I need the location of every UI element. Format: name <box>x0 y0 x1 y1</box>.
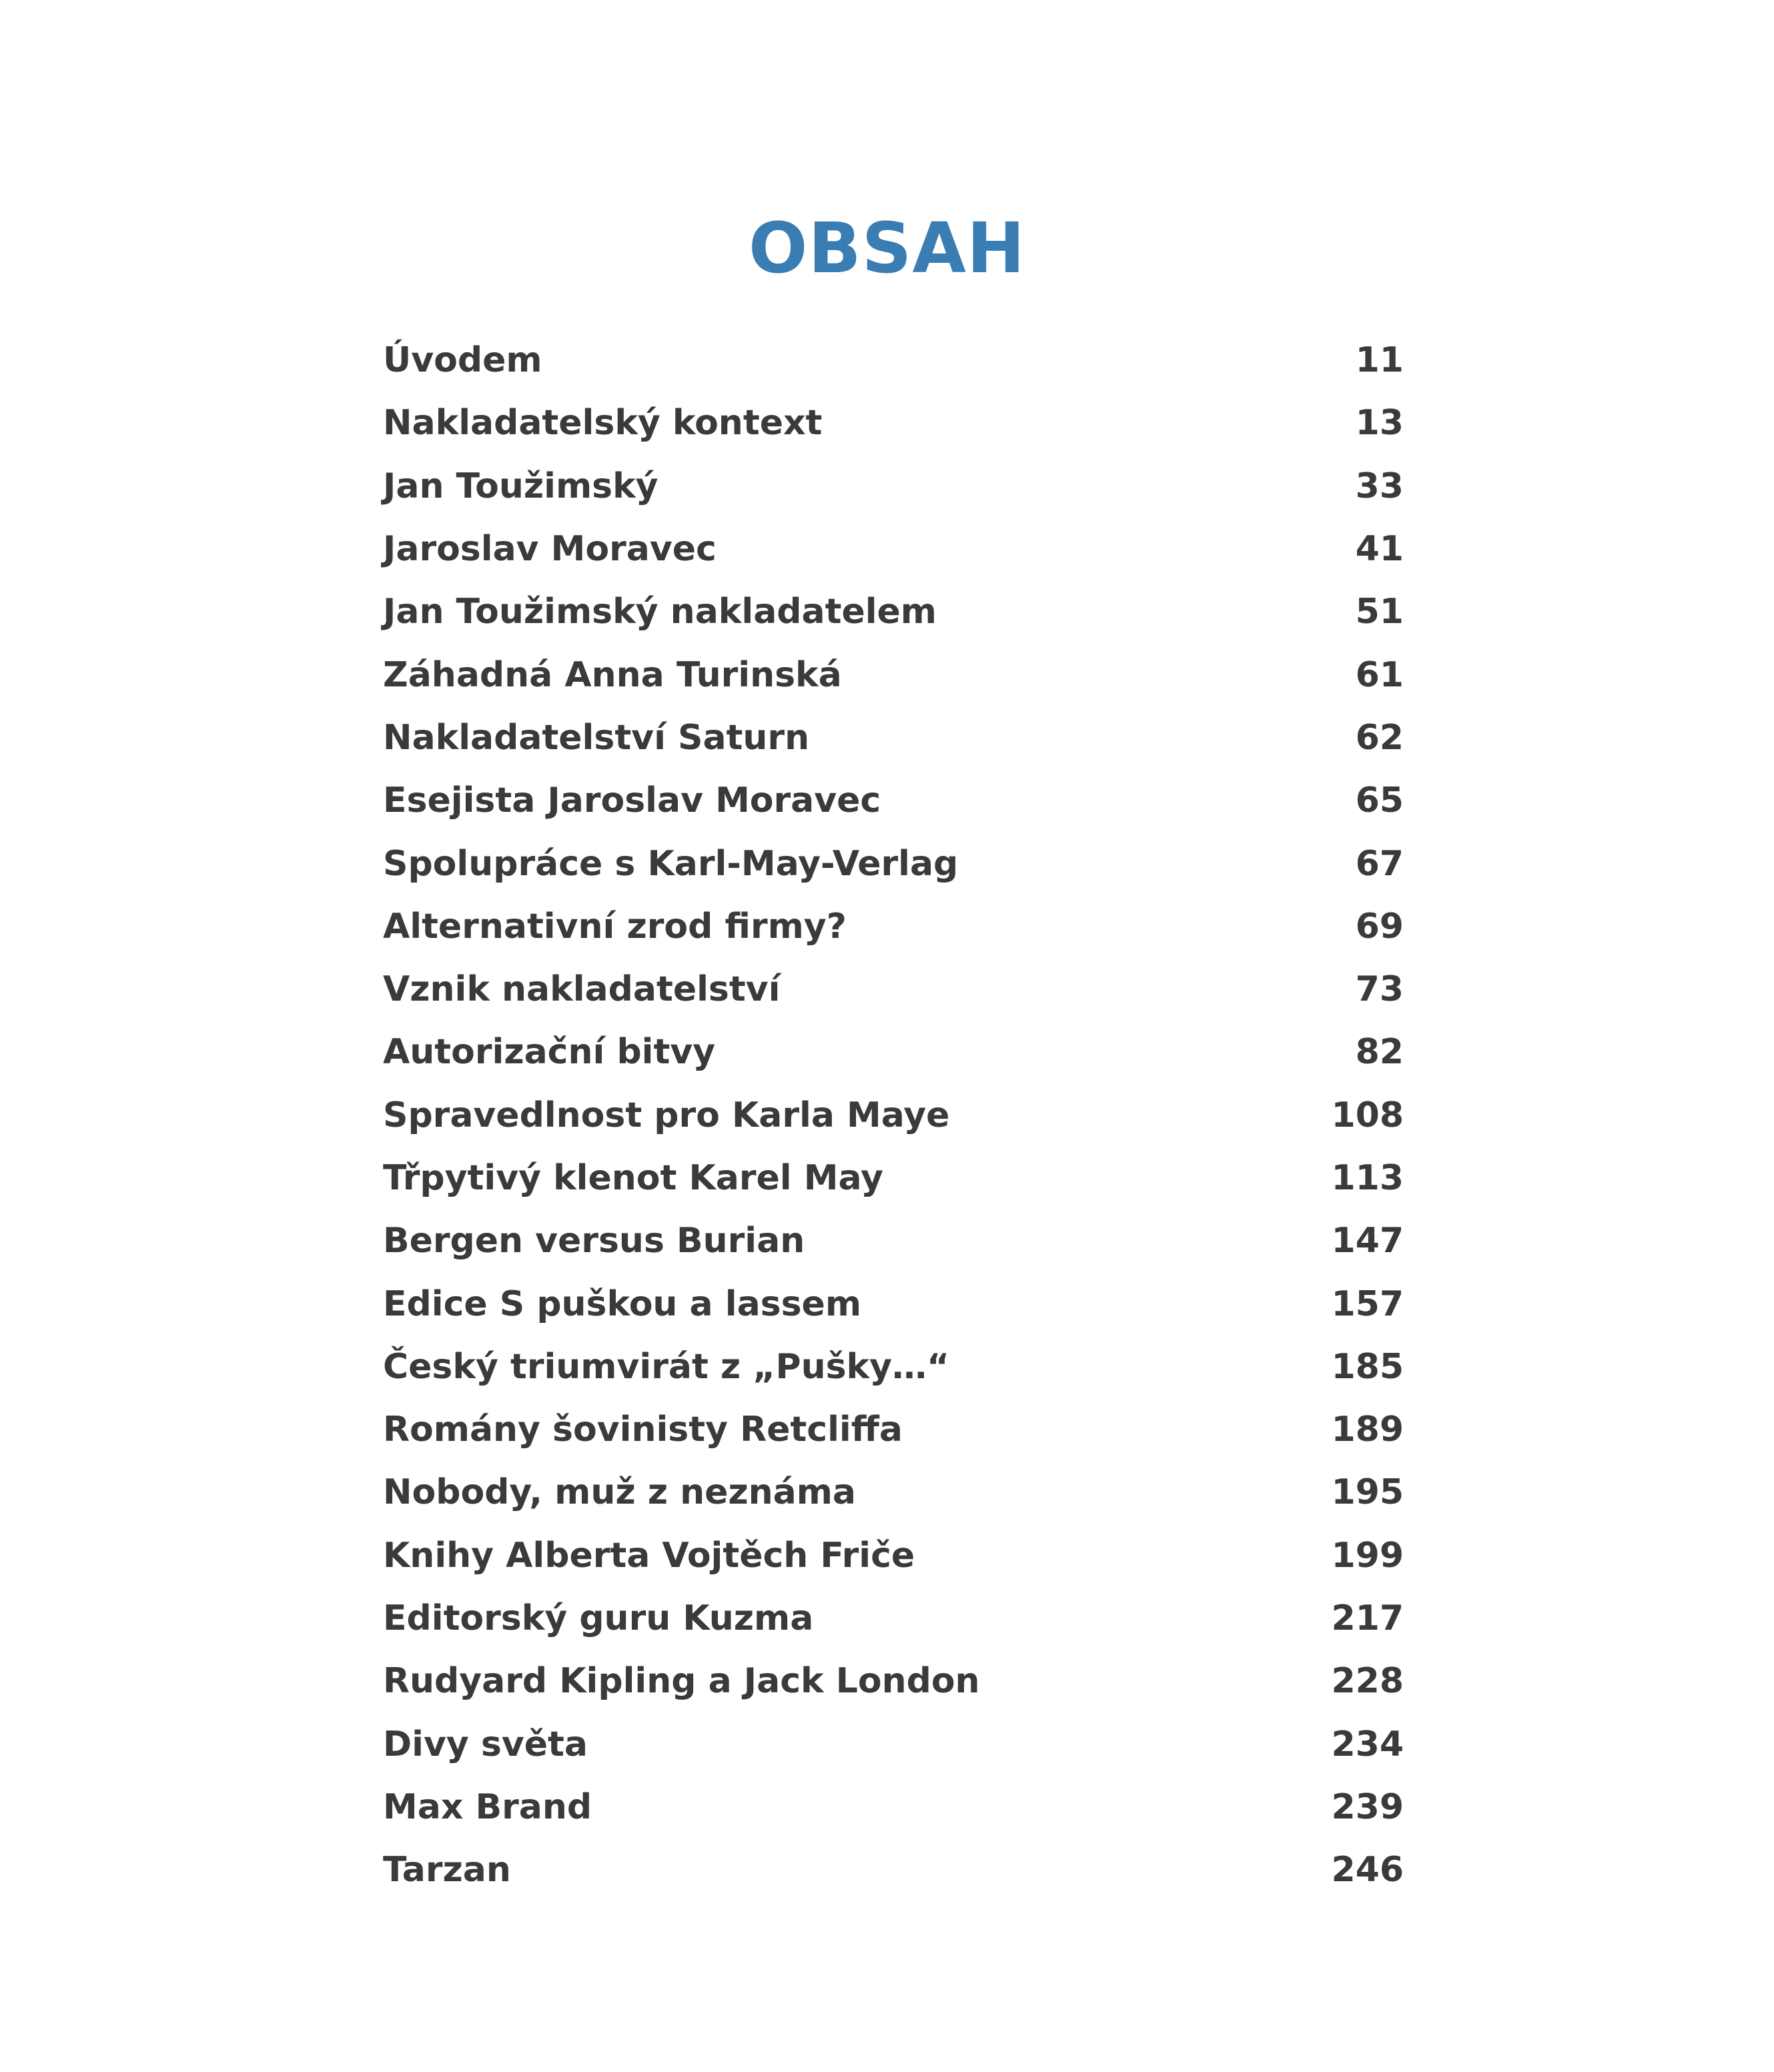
toc-entry <box>383 1776 1404 1839</box>
toc-entry-title: Autorizační bitvy <box>383 1032 716 1073</box>
toc-entry-page-number: 51 <box>1355 592 1404 632</box>
toc-entry <box>383 958 1404 1021</box>
toc-entry <box>383 769 1404 832</box>
toc-entry-title: Knihy Alberta Vojtěch Friče <box>383 1535 915 1576</box>
toc-entry-title: Třpytivý klenot Karel May <box>383 1158 883 1198</box>
toc-entry-title: Max Brand <box>383 1786 592 1827</box>
toc-entry-title: Editorský guru Kuzma <box>383 1598 814 1639</box>
toc-entry-page-number: 195 <box>1331 1472 1404 1513</box>
toc-entry <box>383 832 1404 895</box>
toc-entry <box>383 1147 1404 1209</box>
toc-entry <box>383 1398 1404 1461</box>
toc-entry <box>383 1650 1404 1712</box>
toc-entry-title: Spolupráce s Karl-May-Verlag <box>383 843 959 884</box>
toc-entry <box>383 1713 1404 1776</box>
toc-entry <box>383 518 1404 580</box>
toc-entry-title: Divy světa <box>383 1724 588 1764</box>
toc-entry-page-number: 33 <box>1355 466 1404 506</box>
toc-entry-title: Vznik nakladatelství <box>383 969 781 1010</box>
page-title: OBSAH <box>748 207 1026 289</box>
toc-entry-page-number: 228 <box>1331 1661 1404 1702</box>
toc-entry <box>383 580 1404 643</box>
toc-entry <box>383 1021 1404 1083</box>
toc-entry-page-number: 157 <box>1331 1283 1404 1324</box>
toc-entry-title: Úvodem <box>383 340 542 381</box>
toc-entry-title: Alternativní zrod firmy? <box>383 906 847 947</box>
toc-entry-page-number: 11 <box>1355 340 1404 381</box>
toc-entry-page-number: 199 <box>1331 1535 1404 1576</box>
toc-entry-page-number: 61 <box>1355 654 1404 695</box>
toc-entry-title: Nakladatelský kontext <box>383 403 823 444</box>
toc-entry-page-number: 73 <box>1355 969 1404 1010</box>
toc-entry-page-number: 82 <box>1355 1032 1404 1073</box>
toc-entry-title: Jan Toužimský nakladatelem <box>383 592 937 632</box>
toc-entry-title: Český triumvirát z „Pušky…“ <box>383 1346 950 1387</box>
toc-entry-page-number: 13 <box>1355 403 1404 444</box>
toc-entry-page-number: 62 <box>1355 717 1404 758</box>
toc-entry-page-number: 108 <box>1331 1095 1404 1135</box>
toc-entry-title: Nobody, muž z neznáma <box>383 1472 857 1513</box>
toc-entry <box>383 1839 1404 1901</box>
toc-entry-title: Rudyard Kipling a Jack London <box>383 1661 980 1702</box>
toc-entry-page-number: 217 <box>1331 1598 1404 1639</box>
toc-entry-page-number: 234 <box>1331 1724 1404 1764</box>
toc-entry-page-number: 189 <box>1331 1410 1404 1450</box>
toc-entry <box>383 329 1404 392</box>
table-of-contents <box>383 329 1404 1901</box>
toc-entry-title: Esejista Jaroslav Moravec <box>383 781 881 821</box>
toc-entry <box>383 392 1404 454</box>
toc-entry <box>383 1587 1404 1650</box>
toc-entry <box>383 1084 1404 1147</box>
toc-entry <box>383 1272 1404 1335</box>
toc-entry-title: Záhadná Anna Turinská <box>383 654 842 695</box>
toc-entry <box>383 1524 1404 1587</box>
toc-entry-title: Nakladatelství Saturn <box>383 717 810 758</box>
toc-entry-page-number: 246 <box>1331 1850 1404 1891</box>
toc-entry-title: Tarzan <box>383 1850 511 1891</box>
toc-entry <box>383 455 1404 518</box>
toc-entry-title: Jan Toužimský <box>383 466 658 506</box>
toc-entry <box>383 895 1404 958</box>
toc-entry <box>383 1209 1404 1272</box>
toc-entry-title: Spravedlnost pro Karla Maye <box>383 1095 950 1135</box>
toc-entry-page-number: 185 <box>1331 1346 1404 1387</box>
toc-entry-page-number: 239 <box>1331 1786 1404 1827</box>
toc-entry-title: Bergen versus Burian <box>383 1221 805 1261</box>
toc-entry-title: Jaroslav Moravec <box>383 529 717 570</box>
toc-entry <box>383 1336 1404 1398</box>
toc-entry-page-number: 113 <box>1331 1158 1404 1198</box>
toc-entry <box>383 1461 1404 1524</box>
toc-entry-page-number: 69 <box>1355 906 1404 947</box>
toc-entry-title: Edice S puškou a lassem <box>383 1283 862 1324</box>
toc-entry-title: Romány šovinisty Retcliffa <box>383 1410 903 1450</box>
toc-entry <box>383 643 1404 706</box>
toc-entry-page-number: 67 <box>1355 843 1404 884</box>
toc-entry-page-number: 41 <box>1355 529 1404 570</box>
toc-entry <box>383 706 1404 769</box>
toc-entry-page-number: 65 <box>1355 781 1404 821</box>
toc-entry-page-number: 147 <box>1331 1221 1404 1261</box>
